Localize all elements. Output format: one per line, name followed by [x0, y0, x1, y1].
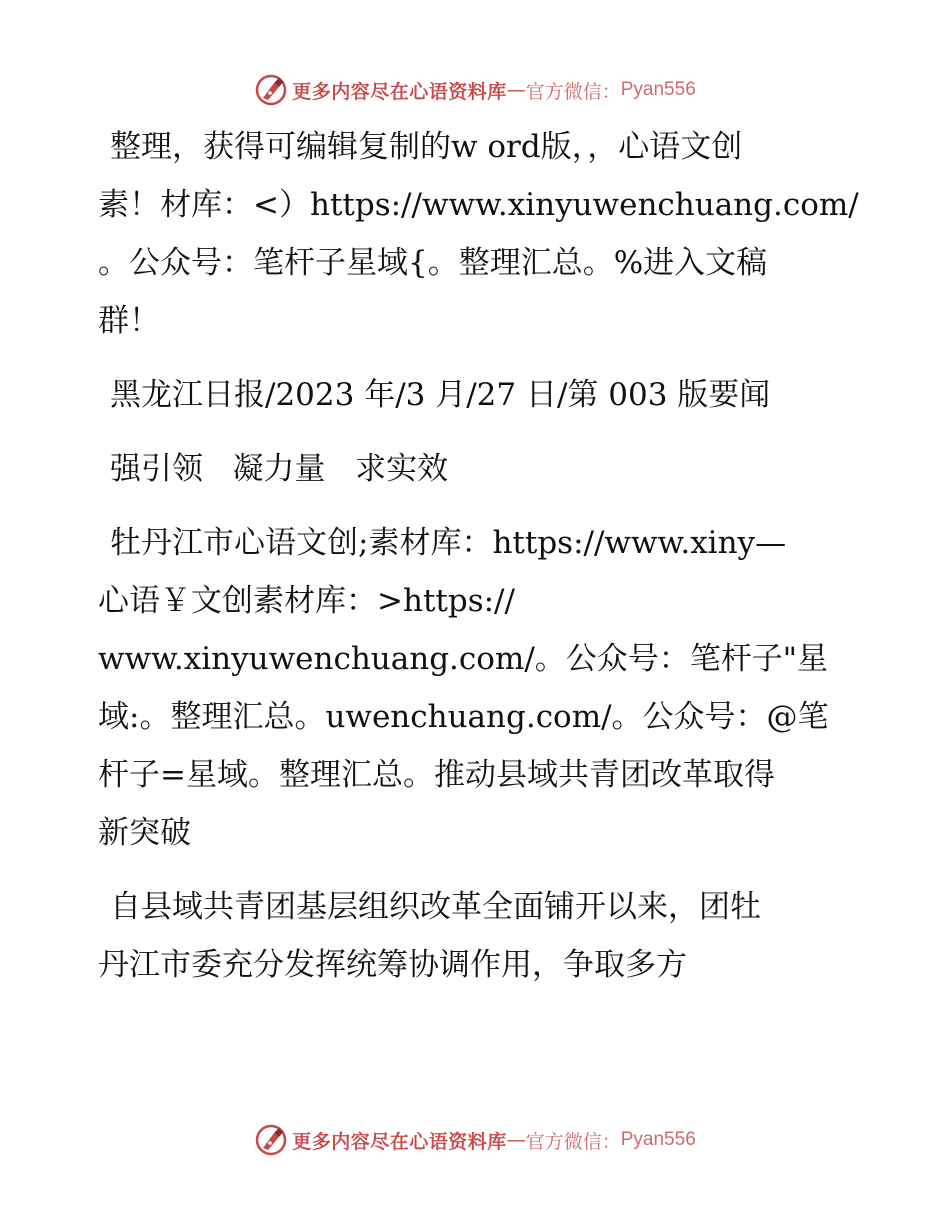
banner-wechat-id: Pyan556 [620, 79, 696, 100]
paragraph-subheadline [98, 514, 858, 862]
pen-nib-logo-icon [254, 73, 288, 107]
paragraph-line: 杆子=星域。整理汇总。推动县域共青团改革取得 [98, 757, 775, 793]
paragraph-line: 丹江市委充分发挥统筹协调作用，争取多方 [98, 947, 687, 983]
banner-wechat-label: 官方微信： [525, 80, 621, 103]
paragraph-line: 牡丹江市心语文创;素材库：https://www.xiny— [110, 525, 787, 561]
paragraph-line: 素！材库：<）https://www.xinyuwenchuang.com/ [98, 187, 859, 223]
paragraph-body [98, 878, 858, 994]
paragraph-line: 心语￥文创素材库：>https:// [98, 583, 515, 619]
paragraph-line: 域:。整理汇总。uwenchuang.com/。公众号：@笔 [98, 699, 829, 735]
banner-separator: — [506, 79, 526, 101]
paragraph-source [98, 366, 858, 424]
banner-wechat-label: 官方微信： [525, 1130, 621, 1153]
paragraph-line: 黑龙江日报/2023 年/3 月/27 日/第 003 版要闻 [110, 377, 771, 413]
paragraph-intro [98, 118, 858, 350]
paragraph-line: 。公众号：笔杆子星域{。整理汇总。%进入文稿 [98, 245, 768, 281]
header-banner [0, 70, 950, 110]
banner-brand-text: 更多内容尽在心语资料库 [292, 1130, 507, 1153]
paragraph-line: 强引领 凝力量 求实效 [110, 451, 449, 487]
banner-separator: — [506, 1129, 526, 1151]
paragraph-line: 自县域共青团基层组织改革全面铺开以来，团牡 [110, 889, 761, 925]
paragraph-line: 新突破 [98, 815, 191, 851]
paragraph-line: 群！ [98, 303, 160, 339]
document-body [98, 118, 858, 1010]
pen-nib-logo-icon [254, 1123, 288, 1157]
paragraph-headline [98, 440, 858, 498]
banner-wechat-id: Pyan556 [620, 1129, 696, 1150]
paragraph-line: www.xinyuwenchuang.com/。公众号：笔杆子"星 [98, 641, 829, 677]
banner-brand-text: 更多内容尽在心语资料库 [292, 80, 507, 103]
paragraph-line: 整理，获得可编辑复制的w ord版，，心语文创 [110, 129, 743, 165]
footer-banner [0, 1120, 950, 1160]
